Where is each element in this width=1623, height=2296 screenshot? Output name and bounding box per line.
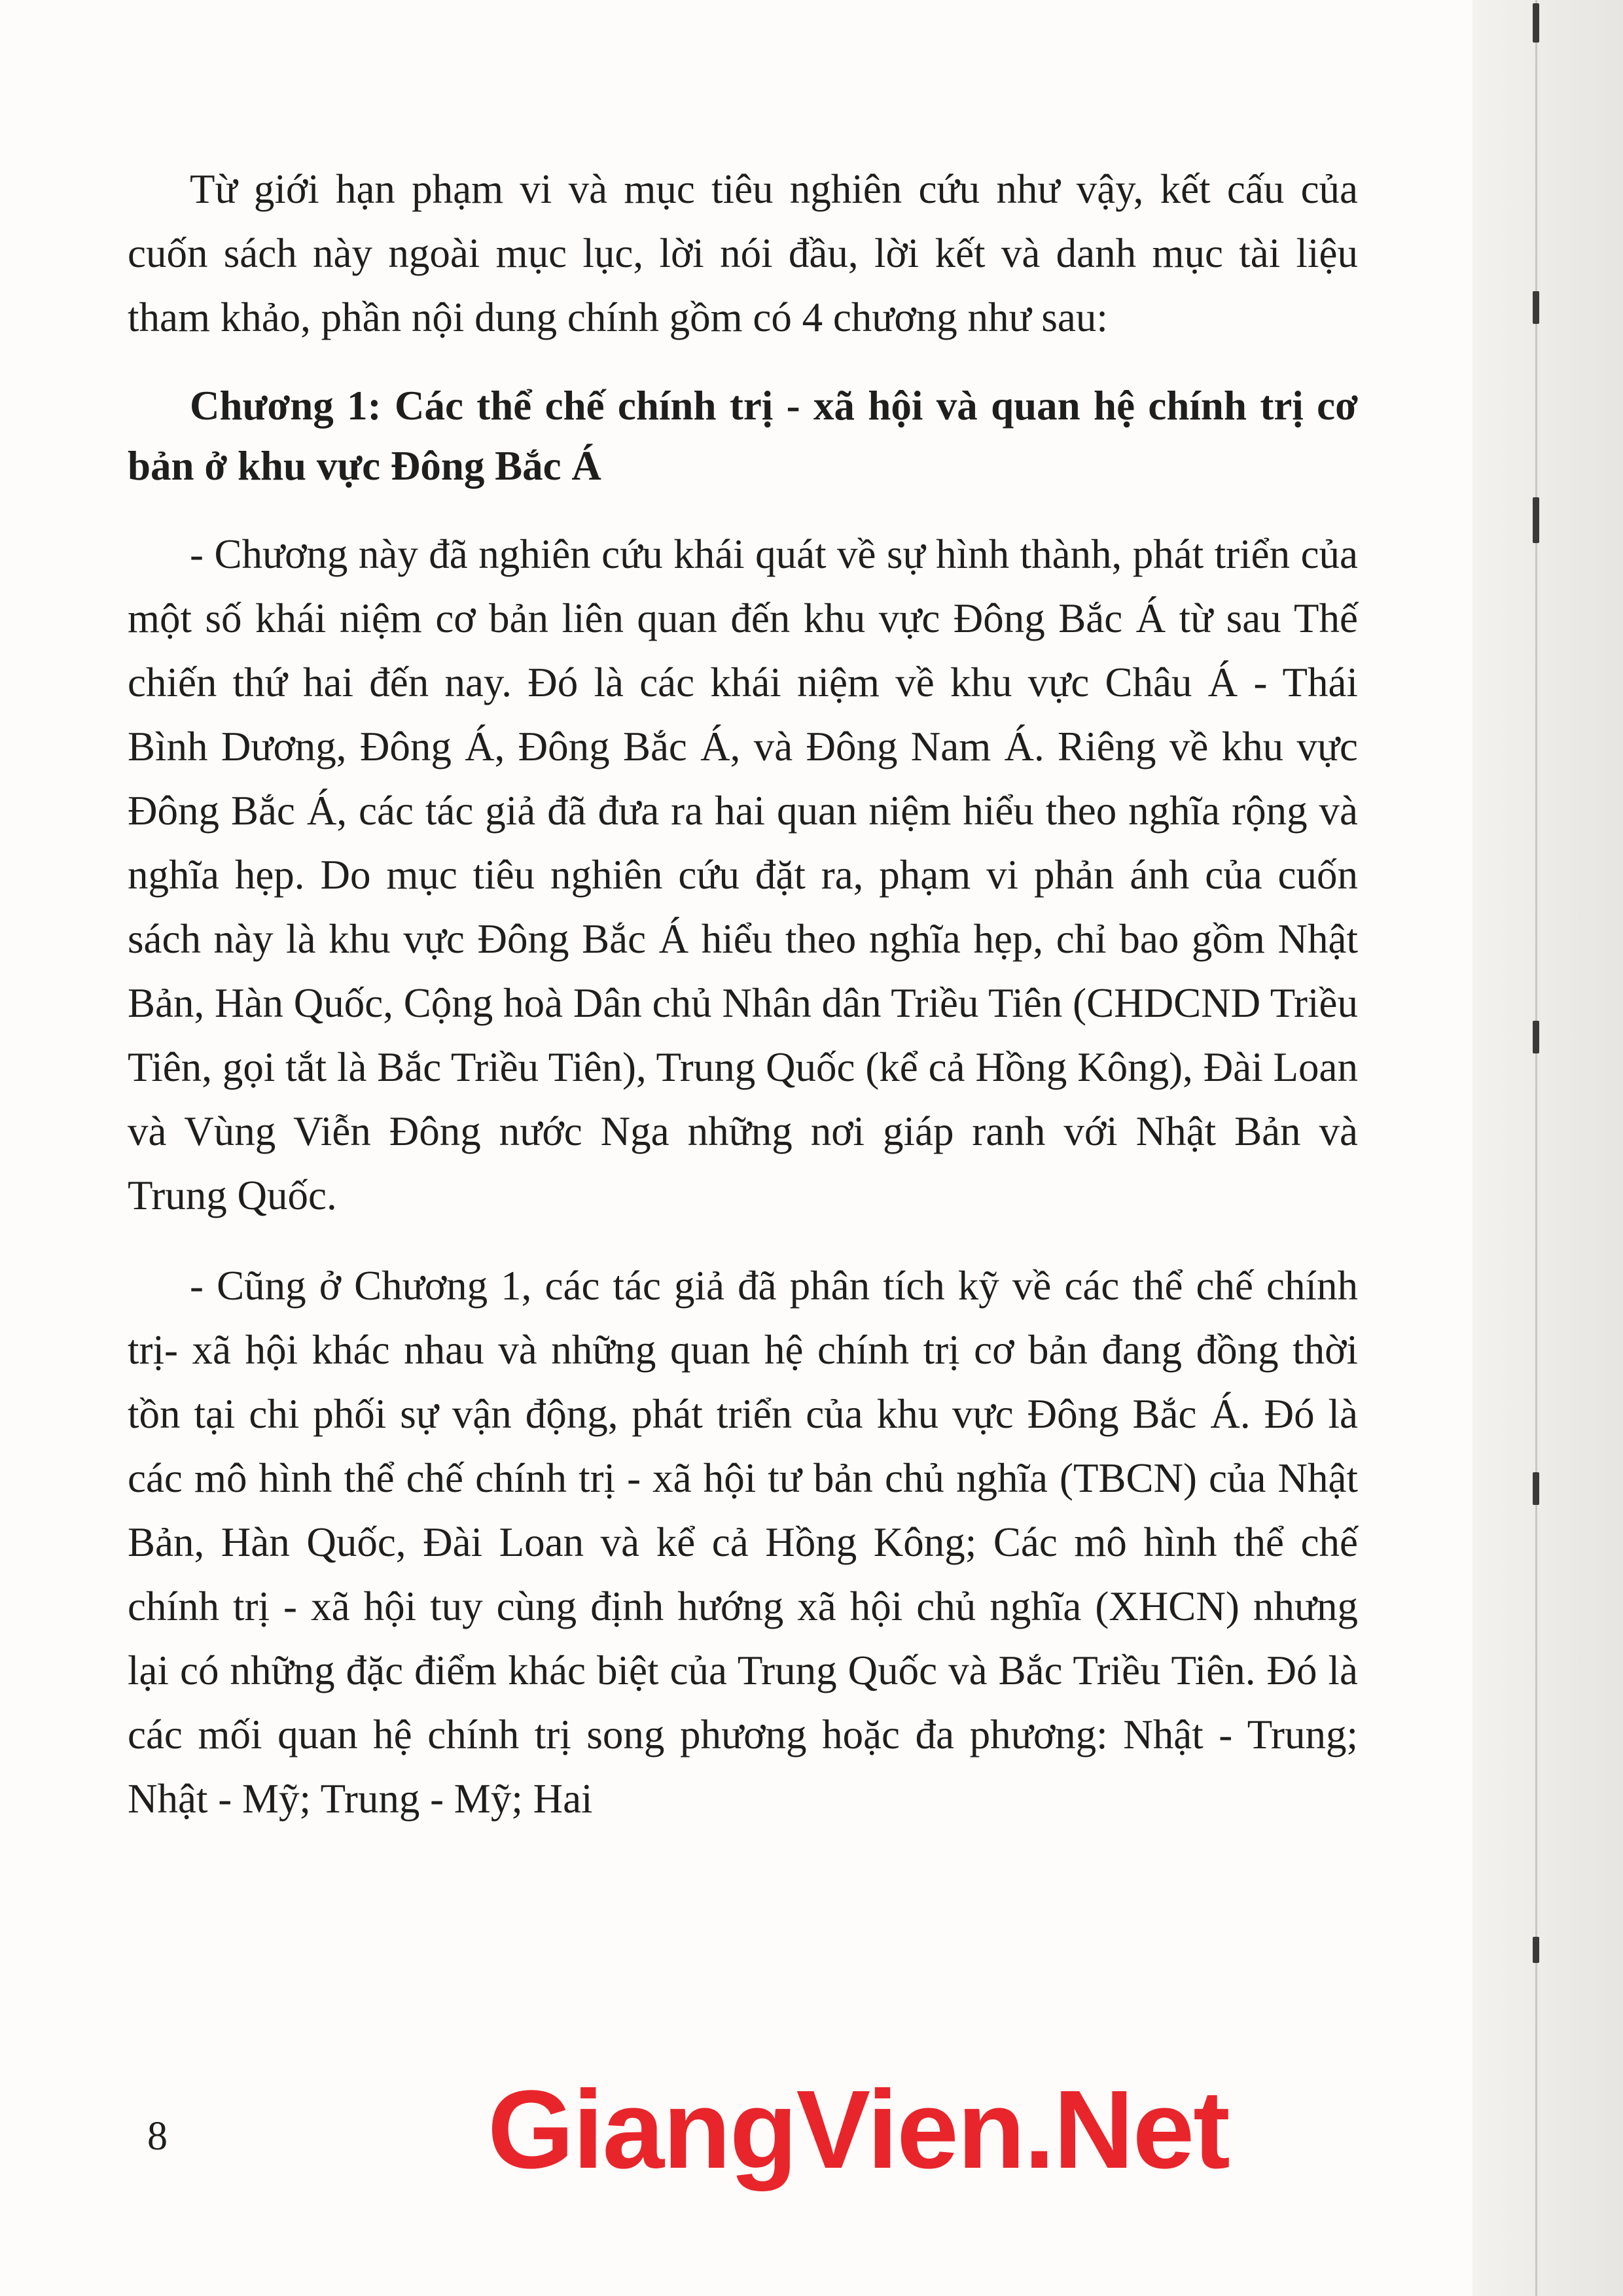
edge-mark bbox=[1533, 1472, 1539, 1505]
body-paragraph-2: - Cũng ở Chương 1, các tác giả đã phân tích kỹ về các thể chế chính trị- xã hội khác nhau và những quan hệ chính trị cơ bản đang đồng thời tồn tại chi phối sự vận động, phát triển của khu vực Đông Bắc Á. Đó là các mô hình thể chế chính trị - xã hội tư bản chủ nghĩa (TBCN) của Nhật Bản, Hàn Quốc, Đài Loan và kể cả Hồng Kông; Các mô hình thể chế chính trị - xã hội tuy cùng định hướng xã hội chủ nghĩa (XHCN) nhưng lại có những đặc điểm khác biệt của Trung Quốc và Bắc Triều Tiên. Đó là các mối quan hệ chính trị song phương hoặc đa phương: Nhật - Trung; Nhật - Mỹ; Trung - Mỹ; Hai bbox=[128, 1263, 1358, 1822]
body-paragraph-1: - Chương này đã nghiên cứu khái quát về sự hình thành, phát triển của một số khái niệm cơ bản liên quan đến khu vực Đông Bắc Á từ sau Thế chiến thứ hai đến nay. Đó là các khái niệm về khu vực Châu Á - Thái Bình Dương, Đông Á, Đông Bắc Á, và Đông Nam Á. Riêng về khu vực Đông Bắc Á, các tác giả đã đưa ra hai quan niệm hiểu theo nghĩa rộng và nghĩa hẹp. Do mục tiêu nghiên cứu đặt ra, phạm vi phản ánh của cuốn sách này là khu vực Đông Bắc Á hiểu theo nghĩa hẹp, chỉ bao gồm Nhật Bản, Hàn Quốc, Cộng hoà Dân chủ Nhân dân Triều Tiên (CHDCND Triều Tiên, gọi tắt là Bắc Triều Tiên), Trung Quốc (kể cả Hồng Kông), Đài Loan và Vùng Viễn Đông nước Nga những nơi giáp ranh với Nhật Bản và Trung Quốc. bbox=[128, 531, 1358, 1218]
intro-paragraph: Từ giới hạn phạm vi và mục tiêu nghiên cứu như vậy, kết cấu của cuốn sách này ngoài mục lục, lời nói đầu, lời kết và danh mục tài liệu tham khảo, phần nội dung chính gồm có 4 chương như sau: bbox=[128, 166, 1358, 340]
page-edge-shadow bbox=[1472, 0, 1623, 2296]
edge-mark bbox=[1533, 1021, 1539, 1053]
chapter-heading: Chương 1: Các thể chế chính trị - xã hội và quan hệ chính trị cơ bản ở khu vực Đông Bắc Á bbox=[128, 383, 1358, 489]
page-number: 8 bbox=[147, 2114, 168, 2159]
edge-mark bbox=[1533, 3, 1539, 43]
watermark-logo: GiangVien.Net bbox=[488, 2068, 1229, 2192]
page-content bbox=[128, 157, 1358, 1857]
edge-mark bbox=[1533, 1937, 1539, 1963]
edge-mark bbox=[1533, 497, 1539, 543]
edge-mark bbox=[1533, 291, 1539, 324]
